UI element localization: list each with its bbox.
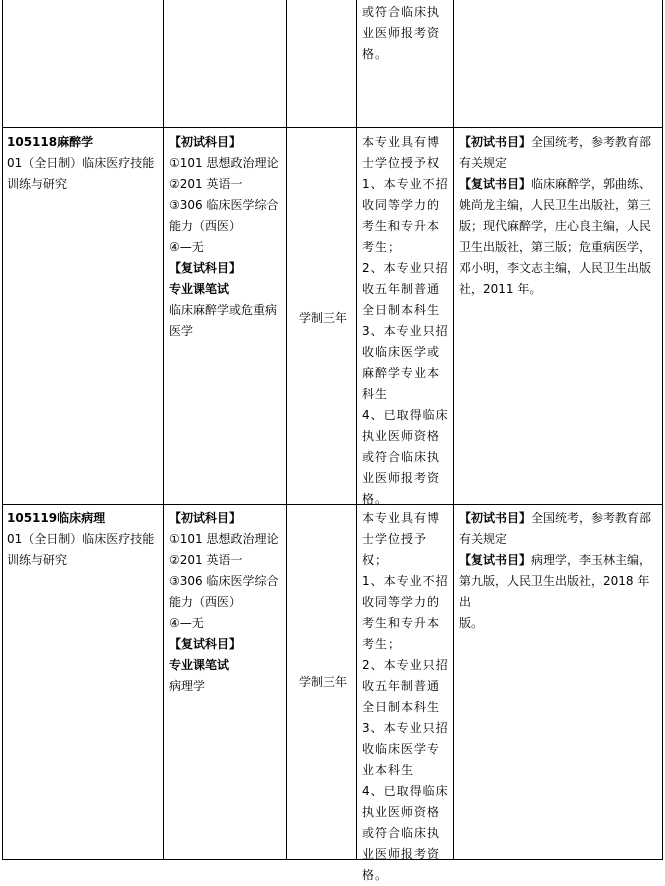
- direction-line: 训练与研究: [7, 177, 68, 191]
- initial-exam-item: ④—无: [169, 240, 204, 254]
- requirement-line: 士学位授予权: [362, 156, 441, 170]
- requirement-line: 3、本专业只招: [362, 721, 449, 735]
- requirement-line: 格。: [362, 47, 389, 61]
- book-line: 社，2011 年。: [459, 282, 542, 296]
- retest-header: 【复试科目】: [169, 261, 242, 275]
- column-divider: [356, 0, 357, 859]
- initial-exam-list: [169, 529, 283, 634]
- requirement-line: 收临床医学或: [362, 345, 441, 359]
- book-line: 第九版，人民卫生出版社，2018 年出: [459, 574, 650, 609]
- row1-requirements: [362, 132, 450, 510]
- row1-books: [459, 132, 661, 300]
- retest-item: 病理学: [169, 679, 206, 693]
- requirement-line: 全日制本科生: [362, 700, 441, 714]
- requirement-line: 收同等学力的: [362, 595, 441, 609]
- book-line: 姚尚龙主编，人民卫生出版社，第三: [459, 198, 652, 212]
- requirement-line: 执业医师资格: [362, 429, 441, 443]
- requirement-line: 或符合临床执: [362, 5, 441, 19]
- row1-major: [7, 132, 159, 195]
- direction-line: 01（全日制）临床医疗技能: [7, 156, 155, 170]
- initial-exam-item: ①101 思想政治理论: [169, 156, 279, 170]
- requirement-line: 4、已取得临床: [362, 408, 449, 422]
- book-line: 版；现代麻醉学，庄心良主编，人民: [459, 219, 652, 233]
- book-line: 有关规定: [459, 156, 508, 170]
- direction-line: 01（全日制）临床医疗技能: [7, 532, 155, 546]
- requirement-line: 业医师报考资: [362, 847, 441, 861]
- requirement-line: 业医师报考资: [362, 471, 441, 485]
- top-requirements: [362, 2, 450, 65]
- initial-exam-item: 能力（西医）: [169, 595, 242, 609]
- initial-exam-list: [169, 153, 283, 258]
- initial-exam-header: 【初试科目】: [169, 135, 242, 149]
- requirement-line: 业本科生: [362, 763, 415, 777]
- initial-exam-item: ②201 英语一: [169, 177, 243, 191]
- row-divider: [3, 504, 662, 505]
- requirement-line: 2、本专业只招: [362, 658, 449, 672]
- study-years: 学制三年: [298, 675, 347, 689]
- requirement-line: 执业医师资格: [362, 805, 441, 819]
- direction: [7, 153, 159, 195]
- requirement-line: 全日制本科生: [362, 303, 441, 317]
- requirement-line: 或符合临床执: [362, 826, 441, 840]
- direction-line: 训练与研究: [7, 553, 68, 567]
- major-code-name: 105118麻醉学: [7, 135, 94, 149]
- major-code-name: 105119临床病理: [7, 511, 106, 525]
- requirement-line: 考生和专升本: [362, 616, 441, 630]
- initial-exam-header: 【初试科目】: [169, 511, 242, 525]
- row2-major: [7, 508, 159, 571]
- row2-books: [459, 508, 661, 634]
- book-label: 【复试书目】: [459, 553, 532, 567]
- retest-list: [169, 676, 283, 697]
- book-line: 【复试书目】临床麻醉学，郭曲练、: [459, 177, 652, 191]
- book-label: 【初试书目】: [459, 135, 532, 149]
- requirement-line: 格。: [362, 868, 389, 882]
- book-label: 【初试书目】: [459, 511, 532, 525]
- row1-exam-subjects: [169, 132, 283, 342]
- requirement-line: 1、本专业不招: [362, 574, 449, 588]
- requirement-line: 3、本专业只招: [362, 324, 449, 338]
- initial-exam-item: ②201 英语一: [169, 553, 243, 567]
- initial-exam-item: 能力（西医）: [169, 219, 242, 233]
- requirement-line: 或符合临床执: [362, 450, 441, 464]
- initial-exam-item: ①101 思想政治理论: [169, 532, 279, 546]
- study-years: 学制三年: [298, 311, 347, 325]
- requirement-line: 考生和专升本: [362, 219, 441, 233]
- row-divider: [3, 127, 662, 128]
- book-line: 有关规定: [459, 532, 508, 546]
- retest-subheader: 专业课笔试: [169, 658, 230, 672]
- retest-item: 医学: [169, 324, 194, 338]
- column-divider: [163, 0, 164, 859]
- requirement-line: 格。: [362, 492, 389, 506]
- requirement-line: 麻醉学专业本: [362, 366, 441, 380]
- requirement-line: 考生；: [362, 637, 402, 651]
- book-line: 【复试书目】病理学，李玉林主编，: [459, 553, 652, 567]
- initial-exam-item: ③306 临床医学综合: [169, 574, 279, 588]
- book-label: 【复试书目】: [459, 177, 532, 191]
- row2-requirements: [362, 508, 450, 886]
- column-divider: [453, 0, 454, 859]
- book-line: 版。: [459, 616, 484, 630]
- book-line: 邓小明，李文志主编，人民卫生出版: [459, 261, 652, 275]
- book-line: 【初试书目】全国统考，参考教育部: [459, 511, 652, 525]
- requirement-line: 本专业具有博: [362, 511, 441, 525]
- requirement-line: 2、本专业只招: [362, 261, 449, 275]
- row2-exam-subjects: [169, 508, 283, 697]
- requirement-line: 4、已取得临床: [362, 784, 449, 798]
- requirement-line: 1、本专业不招: [362, 177, 449, 191]
- admissions-table: [2, 0, 663, 882]
- requirement-line: 科生: [362, 387, 389, 401]
- requirement-line: 业医师报考资: [362, 26, 441, 40]
- requirement-line: 收五年制普通: [362, 282, 441, 296]
- column-divider: [286, 0, 287, 859]
- requirement-line: 考生；: [362, 240, 402, 254]
- retest-list: [169, 300, 283, 342]
- retest-item: 临床麻醉学或危重病: [169, 303, 278, 317]
- requirement-line: 收同等学力的: [362, 198, 441, 212]
- retest-subheader: 专业课笔试: [169, 282, 230, 296]
- book-line: 【初试书目】全国统考，参考教育部: [459, 135, 652, 149]
- book-line: 卫生出版社，第三版；危重病医学，: [459, 240, 652, 254]
- requirement-line: 收五年制普通: [362, 679, 441, 693]
- retest-header: 【复试科目】: [169, 637, 242, 651]
- requirement-line: 士学位授予权；: [362, 532, 428, 567]
- direction: [7, 529, 159, 571]
- initial-exam-item: ④—无: [169, 616, 204, 630]
- requirement-line: 本专业具有博: [362, 135, 441, 149]
- requirement-line: 收临床医学专: [362, 742, 441, 756]
- initial-exam-item: ③306 临床医学综合: [169, 198, 279, 212]
